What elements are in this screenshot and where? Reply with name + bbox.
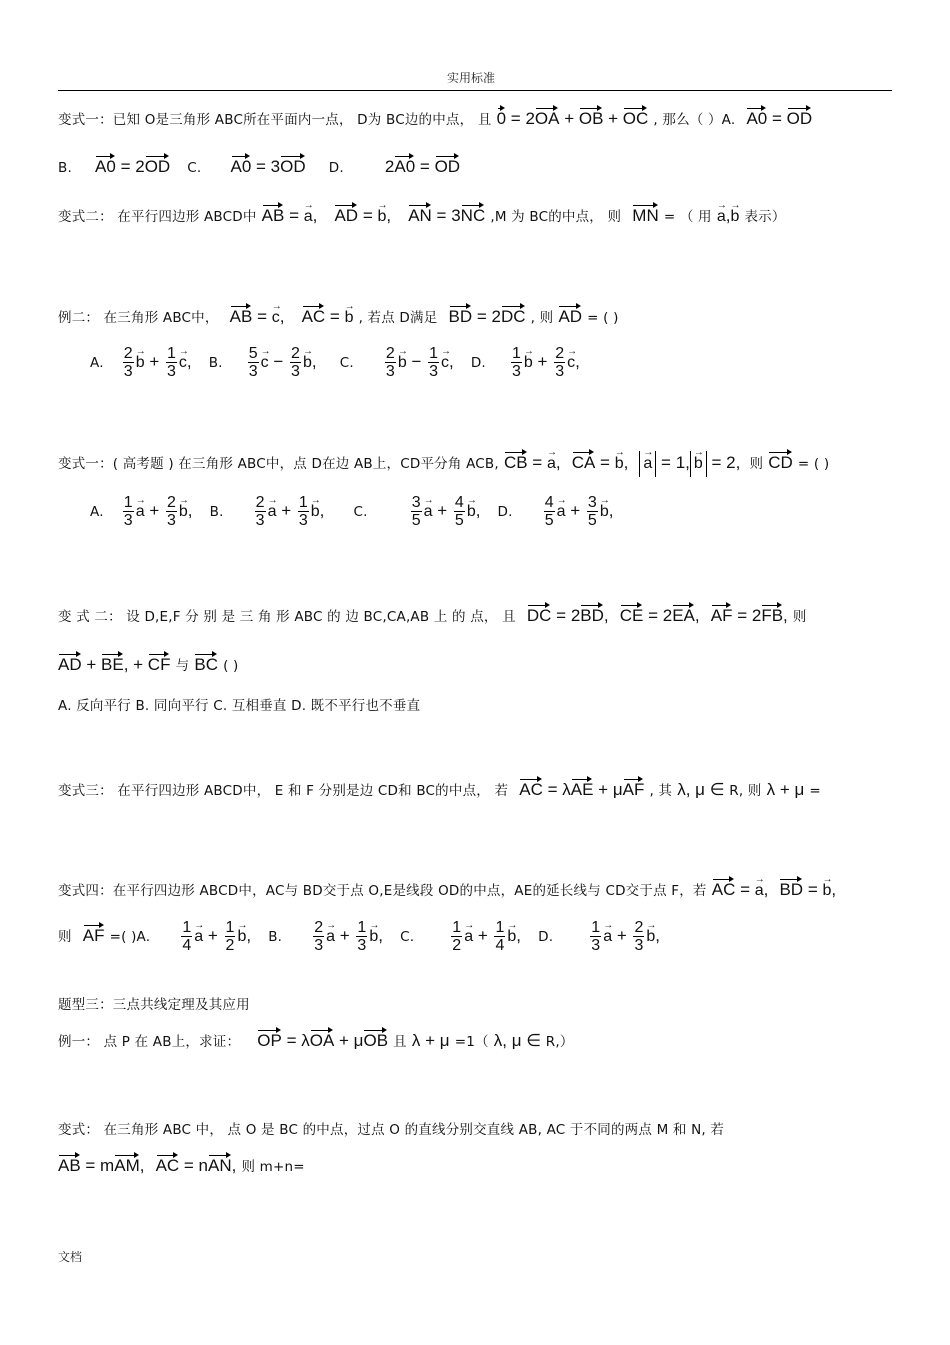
problem-variant-2-def-options: A. 反向平行 B. 同向平行 C. 互相垂直 D. 既不平行也不垂直 (58, 698, 421, 714)
problem-variant-1-line1: 变式一：已知 O是三角形 ABC所在平面内一点， D为 BC边的中点， 且 0 = 2OA + OB + OC , 那么（ ）A. A0 = OD (58, 106, 812, 129)
problem-variant-2-def: 变 式 二： 设 D,E,F 分 别 是 三 角 形 ABC 的 边 BC,CA,AB 上 的 点， 且 DC = 2BD, CE = 2EA, AF = 2FB, 则 (58, 603, 807, 626)
problem-variant-5: 变式： 在三角形 ABC 中， 点 O 是 BC 的中点，过点 O 的直线分别交直线 AB, AC 于不同的两点 M 和 N, 若 (58, 1122, 725, 1138)
problem-variant-2: 变式二： 在平行四边形 ABCD中 AB = → a, AD = → b, AN = 3NC ,M 为 BC的中点， 则 MN = （ 用 → a,→ b 表示） (58, 203, 786, 226)
example-2-options: A. $\frac{2}{3}$ → b + $\frac{1}{3}$ → c, B. $\frac{5}{3}$ → c − $\frac{2}{3}$ → b, C. $\frac{2}{3}$ → b − $\frac{1}{3}$ → c, D. $\frac{1}{3}$ → b + $\frac{2}{3}$ → c, (90, 345, 580, 380)
example-2: 例二： 在三角形 ABC中， AB = → c, AC = → b , 若点 D满足 BD = 2DC , 则 AD = ( ) (58, 304, 619, 327)
problem-variant-1-gaokao-options: A. $\frac{1}{3}$ → a + $\frac{2}{3}$ → b, B. $\frac{2}{3}$ → a + $\frac{1}{3}$ → b, C. $\frac{3}{5}$ → a + $\frac{4}{5}$ → b, D. $\frac{4}{5}$ → a + $\frac{3}{5}$ → b, (90, 494, 613, 529)
page-header: 实用标准 (447, 71, 496, 85)
problem-variant-3: 变式三： 在平行四边形 ABCD中， E 和 F 分别是边 CD和 BC的中点， 若 AC = λAE + μAF , 其 λ, μ ∈ R, 则 λ + μ = (58, 777, 821, 800)
problem-variant-1-gaokao: 变式一：( 高考题 ) 在三角形 ABC中，点 D在边 AB上，CD平分角 ACB, CB = → a, CA = → b, → a = 1,→ b = 2, 则 CD = ( ) (58, 450, 829, 477)
problem-variant-4: 变式四：在平行四边形 ABCD中，AC与 BD交于点 O,E是线段 OD的中点，AE的延长线与 CD交于点 F，若 AC = → a, BD = → b, (58, 877, 836, 900)
problem-variant-4-options: 则 AF =( )A. $\frac{1}{4}$ → a + $\frac{1}{2}$ → b, B. $\frac{2}{3}$ → a + $\frac{1}{3}$ → b, C. $\frac{1}{2}$ → a + $\frac{1}{4}$ → b, D. $\frac{1}{3}$ → a + $\frac{2}{3}$ → b, (58, 919, 660, 954)
header-rule (58, 90, 892, 91)
page-footer: 文档 (58, 1250, 83, 1264)
problem-variant-1-options: B. A0 = 2OD C. A0 = 3OD D. 2A0 = OD (58, 154, 460, 177)
problem-variant-5-line2: AB = mAM, AC = nAN, 则 m+n= (58, 1153, 305, 1176)
section-title-type3: 题型三：三点共线定理及其应用 (58, 997, 250, 1013)
example-1-collinear: 例一： 点 P 在 AB上，求证： OP = λOA + μOB 且 λ + μ =1（ λ, μ ∈ R,） (58, 1028, 574, 1051)
problem-variant-2-def-line2: AD + BE, + CF 与 BC ( ) (58, 652, 239, 675)
